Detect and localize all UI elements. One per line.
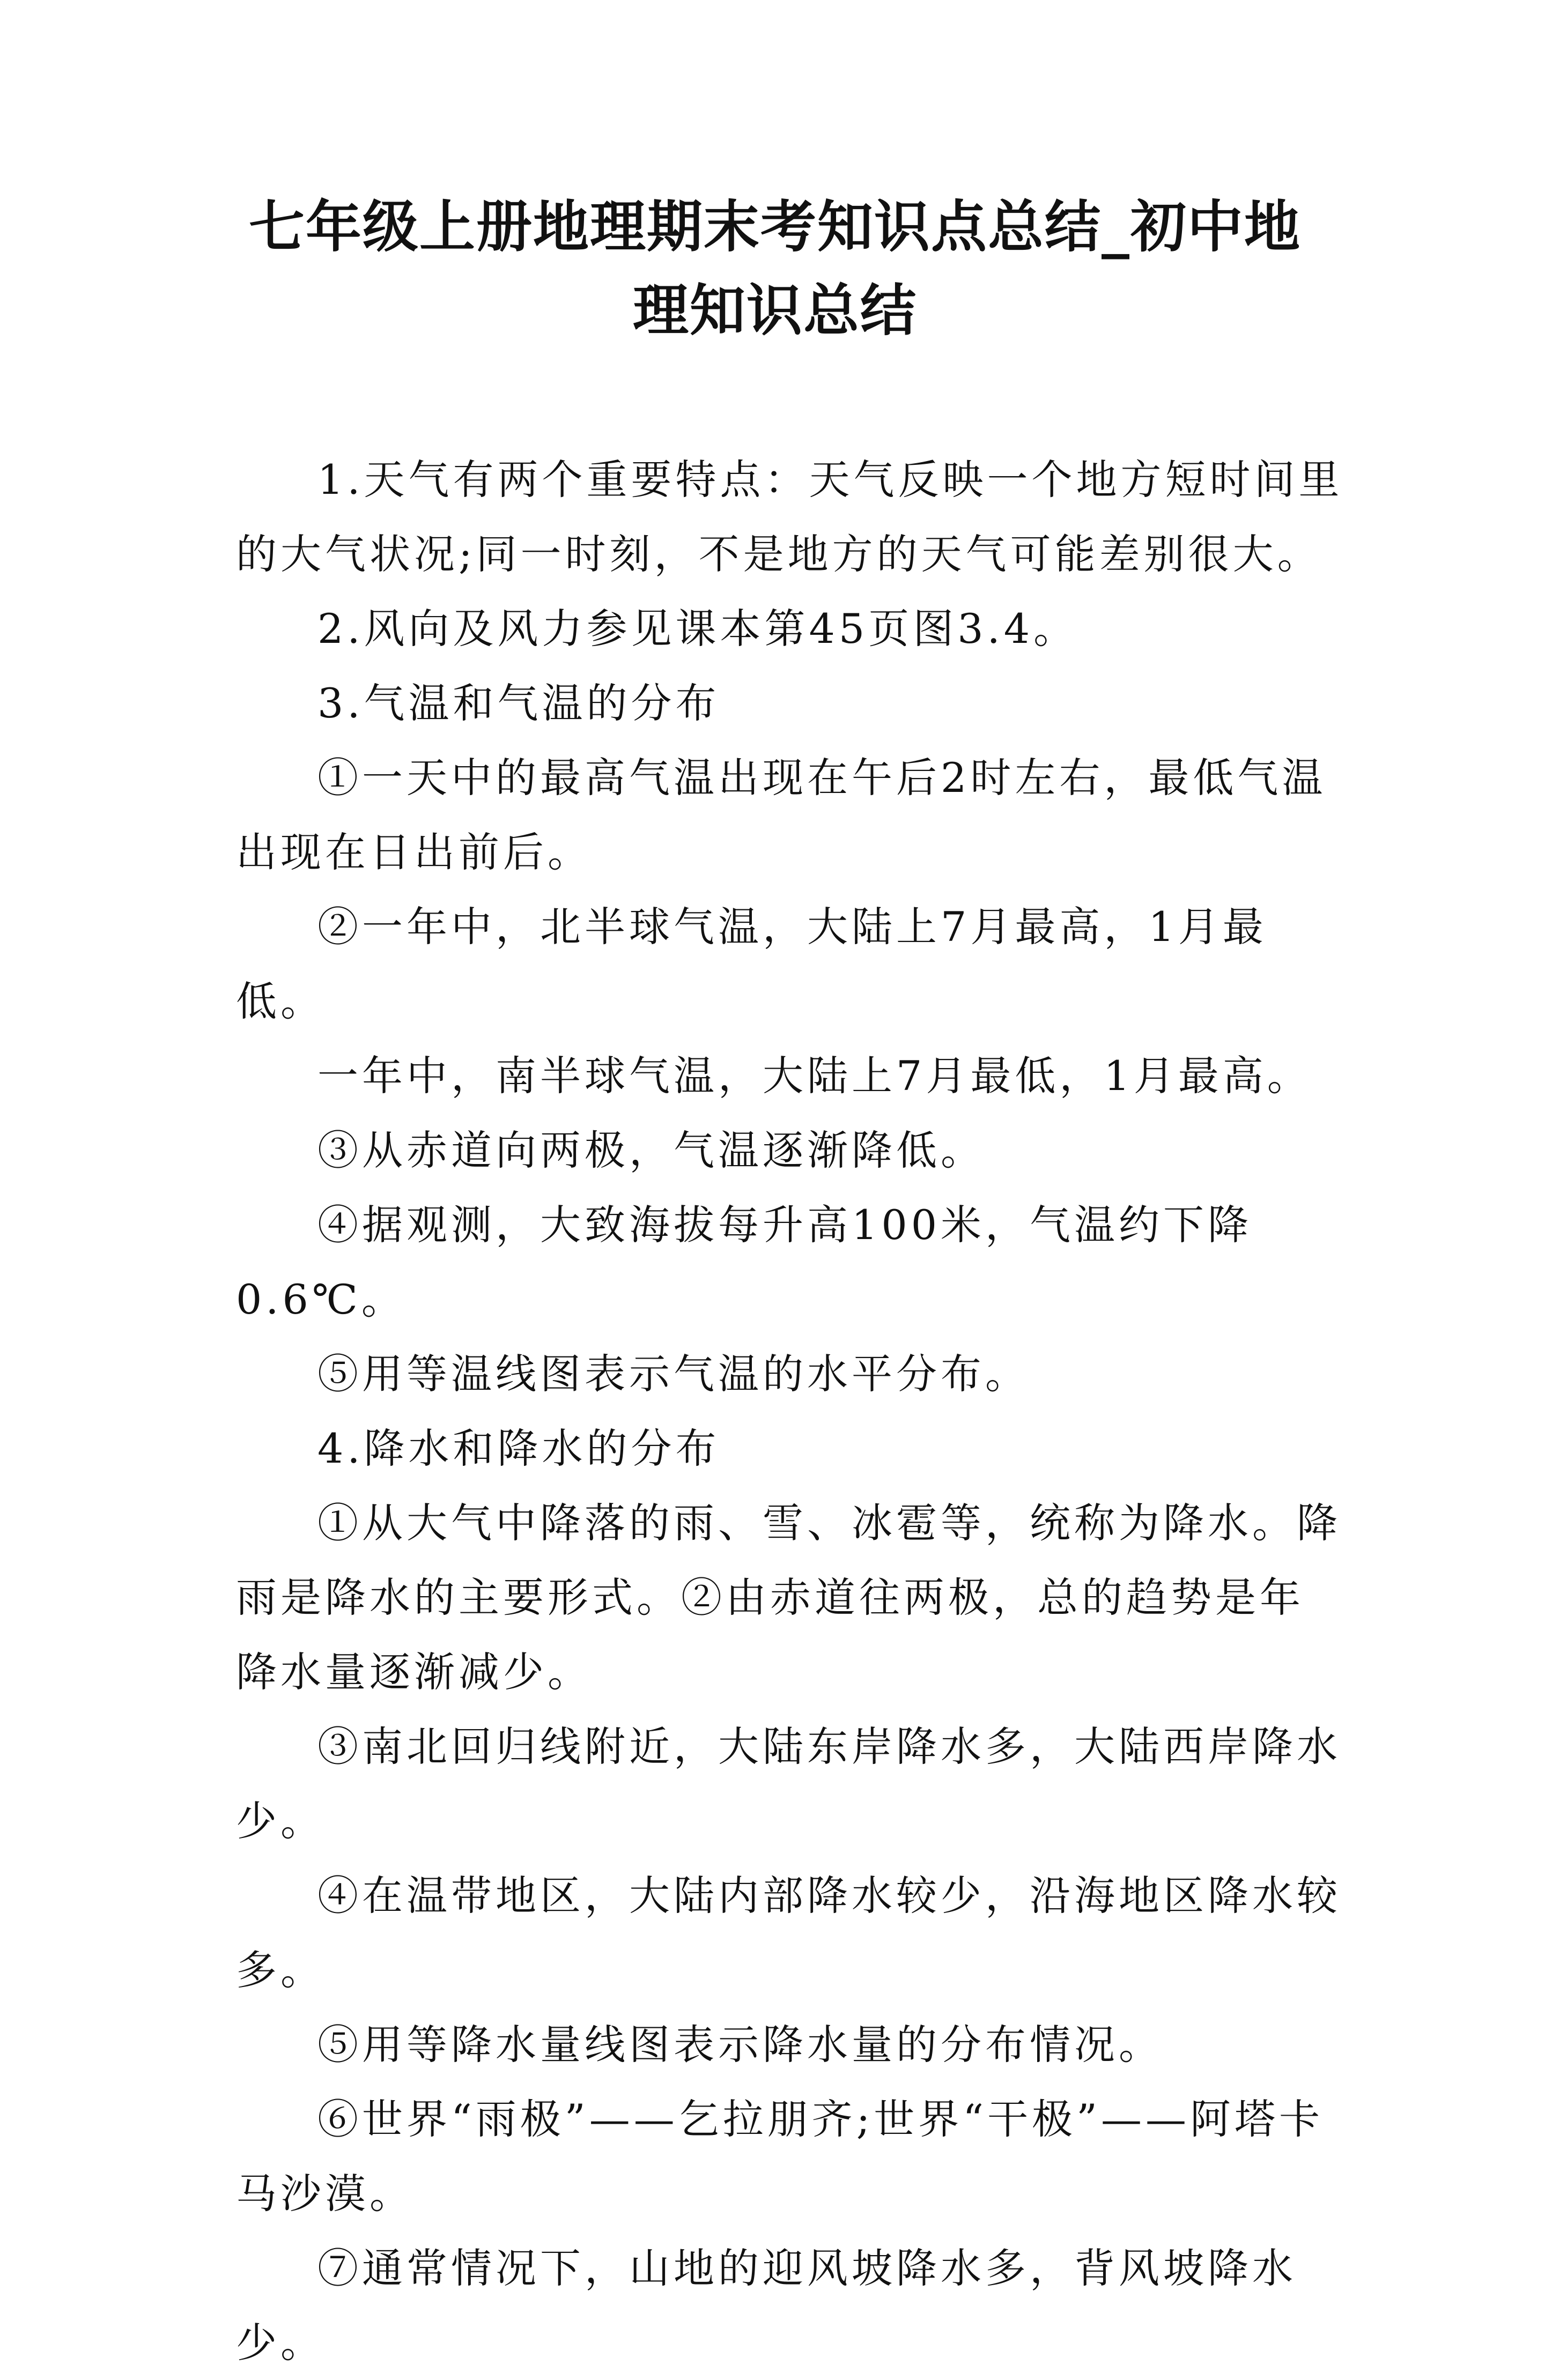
paragraph-4: ①一天中的最高气温出现在午后2时左右，最低气温出现在日出前后。 [236,754,1327,876]
paragraph-7: ③从赤道向两极，气温逐渐降低。 [317,1126,985,1174]
paragraph-8: ④据观测，大致海拔每升高100米，气温约下降0.6℃。 [236,1201,1253,1323]
title-line-2: 理知识总结 [632,278,917,343]
paragraph-6: 一年中，南半球气温，大陆上7月最低，1月最高。 [317,1052,1312,1100]
paragraph-11: ①从大气中降落的雨、雪、冰雹等，统称为降水。降雨是降水的主要形式。②由赤道往两极，总的趋势是年降水量逐渐减少。 [236,1499,1341,1696]
paragraph-12: ③南北回归线附近，大陆东岸降水多，大陆西岸降水少。 [236,1723,1341,1845]
paragraph-9: ⑤用等温线图表示气温的水平分布。 [317,1350,1030,1398]
paragraph-13: ④在温带地区，大陆内部降水较少，沿海地区降水较多。 [236,1872,1341,1994]
paragraph-2: 2.风向及风力参见课本第45页图3.4。 [317,605,1078,653]
paragraph-3: 3.气温和气温的分布 [317,679,720,727]
paragraph-5: ②一年中，北半球气温，大陆上7月最高，1月最低。 [236,903,1267,1025]
paragraph-15: ⑥世界“雨极”——乞拉朋齐;世界“干极”——阿塔卡马沙漠。 [236,2095,1324,2218]
document-body [236,442,1346,2380]
title-line-1: 七年级上册地理期末考知识点总结_初中地 [248,194,1301,259]
paragraph-1: 1.天气有两个重要特点：天气反映一个地方短时间里的大气状况;同一时刻，不是地方的天气可能差别很大。 [236,456,1343,578]
paragraph-10: 4.降水和降水的分布 [317,1425,720,1472]
paragraph-14: ⑤用等降水量线图表示降水量的分布情况。 [317,2021,1163,2068]
document-title [204,185,1346,352]
paragraph-16: ⑦通常情况下，山地的迎风坡降水多，背风坡降水少。 [236,2244,1297,2367]
